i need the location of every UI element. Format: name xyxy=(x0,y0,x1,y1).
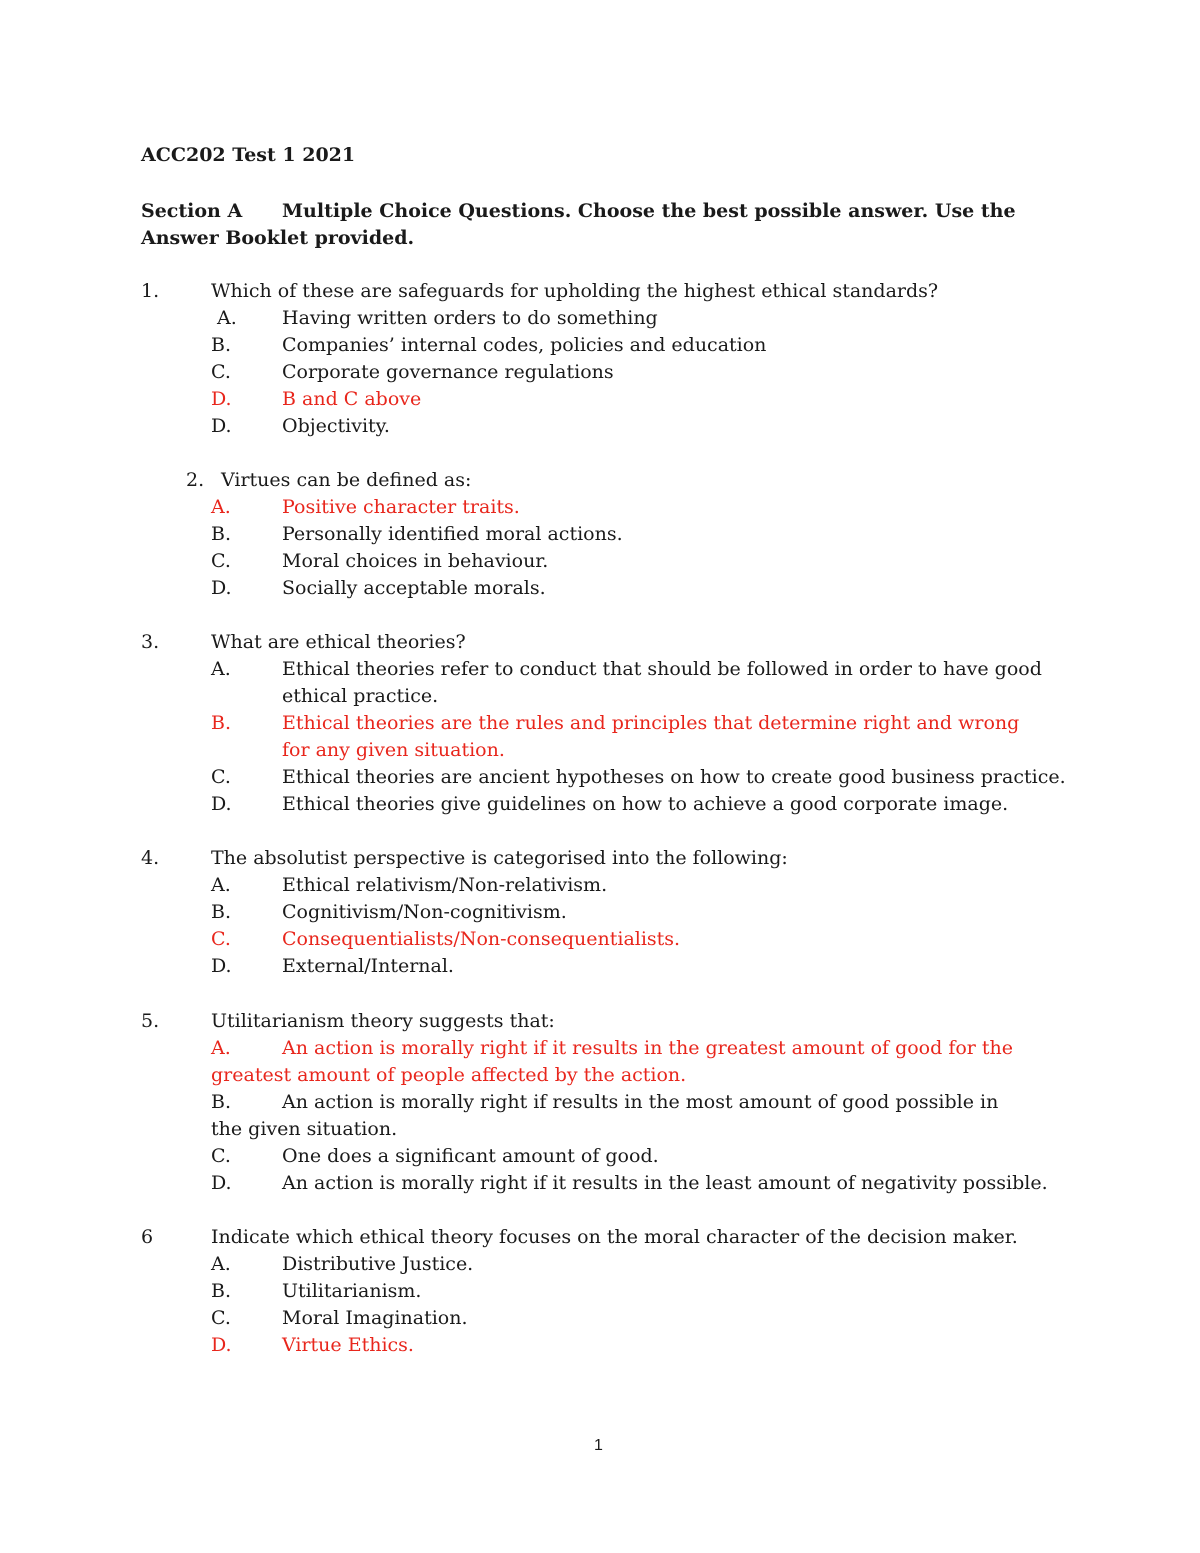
option-text: An action is morally right if it results in the least amount of negativity possible. xyxy=(282,1172,1048,1194)
page-number: 1 xyxy=(594,1437,603,1454)
correct-option-row xyxy=(0,494,1200,521)
question-5 xyxy=(0,1008,1200,1197)
correct-option-row xyxy=(0,710,1200,764)
correct-option-row xyxy=(0,1332,1200,1359)
option-label: D. xyxy=(211,1334,232,1356)
option-row xyxy=(0,413,1200,440)
option-text: One does a significant amount of good. xyxy=(282,1145,659,1167)
option-row xyxy=(0,1089,1200,1143)
option-text: B and C above xyxy=(282,388,422,410)
option-row xyxy=(0,575,1200,602)
option-label: A. xyxy=(211,496,231,518)
option-text: Virtue Ethics. xyxy=(282,1334,414,1356)
option-text: Socially acceptable morals. xyxy=(282,577,546,599)
option-label: C. xyxy=(211,361,231,383)
question-2 xyxy=(0,467,1200,602)
option-label: D. xyxy=(211,955,232,977)
option-row xyxy=(0,305,1200,332)
option-label: D. xyxy=(211,577,232,599)
option-row xyxy=(0,359,1200,386)
option-label: A. xyxy=(211,1037,231,1059)
option-row xyxy=(0,656,1200,710)
option-text: An action is morally right if results in the most amount of good possible in the given situation. xyxy=(211,1091,999,1140)
option-label: A. xyxy=(211,658,231,680)
option-label: B. xyxy=(211,712,232,734)
question-stem: Utilitarianism theory suggests that: xyxy=(211,1010,555,1032)
option-label: B. xyxy=(211,334,232,356)
option-text: Objectivity. xyxy=(282,415,390,437)
option-row xyxy=(0,1251,1200,1278)
option-row xyxy=(0,1305,1200,1332)
option-label: D. xyxy=(211,415,232,437)
question-stem: The absolutist perspective is categorised into the following: xyxy=(211,847,788,869)
option-row xyxy=(0,1143,1200,1170)
option-row xyxy=(0,872,1200,899)
option-label: C. xyxy=(211,1307,231,1329)
correct-option-row xyxy=(0,386,1200,413)
option-label: C. xyxy=(211,928,231,950)
option-row xyxy=(0,548,1200,575)
option-text: Having written orders to do something xyxy=(282,307,658,329)
option-text: Cognitivism/Non-cognitivism. xyxy=(282,901,567,923)
option-text: Moral choices in behaviour. xyxy=(282,550,549,572)
option-text: External/Internal. xyxy=(282,955,454,977)
option-label: D. xyxy=(211,793,232,815)
option-row xyxy=(0,1170,1200,1197)
section-instruction: Multiple Choice Questions. Choose the best possible answer. Use the Answer Booklet provided. xyxy=(141,200,1016,249)
option-label: D. xyxy=(211,388,232,410)
section-header xyxy=(141,198,1061,252)
option-row xyxy=(0,953,1200,980)
option-text: Personally identified moral actions. xyxy=(282,523,623,545)
correct-option-row xyxy=(0,926,1200,953)
option-label: B. xyxy=(211,901,232,923)
question-1 xyxy=(0,278,1200,440)
question-stem: Virtues can be defined as: xyxy=(221,469,472,491)
question-stem: Which of these are safeguards for upholding the highest ethical standards? xyxy=(211,280,939,302)
question-3 xyxy=(0,629,1200,818)
option-text: Corporate governance regulations xyxy=(282,361,614,383)
option-label: B. xyxy=(211,1091,232,1113)
question-number: 6 xyxy=(141,1226,154,1248)
question-6 xyxy=(0,1224,1200,1359)
option-row xyxy=(0,332,1200,359)
option-row xyxy=(0,521,1200,548)
option-row xyxy=(0,764,1200,791)
option-text: Ethical theories are ancient hypotheses on how to create good business practice. xyxy=(282,766,1066,788)
option-label: B. xyxy=(211,1280,232,1302)
option-text: Distributive Justice. xyxy=(282,1253,474,1275)
option-label: C. xyxy=(211,766,231,788)
option-text: Companies’ internal codes, policies and education xyxy=(282,334,767,356)
option-text: Ethical theories give guidelines on how to achieve a good corporate image. xyxy=(282,793,1009,815)
question-number: 2. xyxy=(186,469,205,491)
question-number: 3. xyxy=(141,631,160,653)
option-text: Positive character traits. xyxy=(282,496,520,518)
option-text: Consequentialists/Non-consequentialists. xyxy=(282,928,681,950)
section-label: Section A xyxy=(141,200,243,222)
option-text: Ethical relativism/Non-relativism. xyxy=(282,874,608,896)
option-label: D. xyxy=(211,1172,232,1194)
question-stem: Indicate which ethical theory focuses on the moral character of the decision maker. xyxy=(211,1226,1018,1248)
question-number: 4. xyxy=(141,847,160,869)
question-stem: What are ethical theories? xyxy=(211,631,466,653)
option-text: Utilitarianism. xyxy=(282,1280,422,1302)
option-text: Moral Imagination. xyxy=(282,1307,468,1329)
option-label: B. xyxy=(211,523,232,545)
option-label: A. xyxy=(211,874,231,896)
option-row xyxy=(0,791,1200,818)
test-title: ACC202 Test 1 2021 xyxy=(141,144,356,166)
question-number: 5. xyxy=(141,1010,160,1032)
question-4 xyxy=(0,845,1200,980)
option-label: A. xyxy=(211,1253,231,1275)
option-label: C. xyxy=(211,550,231,572)
option-row xyxy=(0,899,1200,926)
question-number: 1. xyxy=(141,280,160,302)
correct-option-row xyxy=(0,1035,1200,1089)
option-label: C. xyxy=(211,1145,231,1167)
option-text: Ethical theories refer to conduct that should be followed in order to have good ethical practice. xyxy=(282,658,1042,707)
option-text: Ethical theories are the rules and principles that determine right and wrong for any given situation. xyxy=(282,712,1020,761)
option-text: An action is morally right if it results in the greatest amount of good for the greatest amount of people affected by the action. xyxy=(211,1037,1014,1086)
option-label: A. xyxy=(217,307,237,329)
option-row xyxy=(0,1278,1200,1305)
